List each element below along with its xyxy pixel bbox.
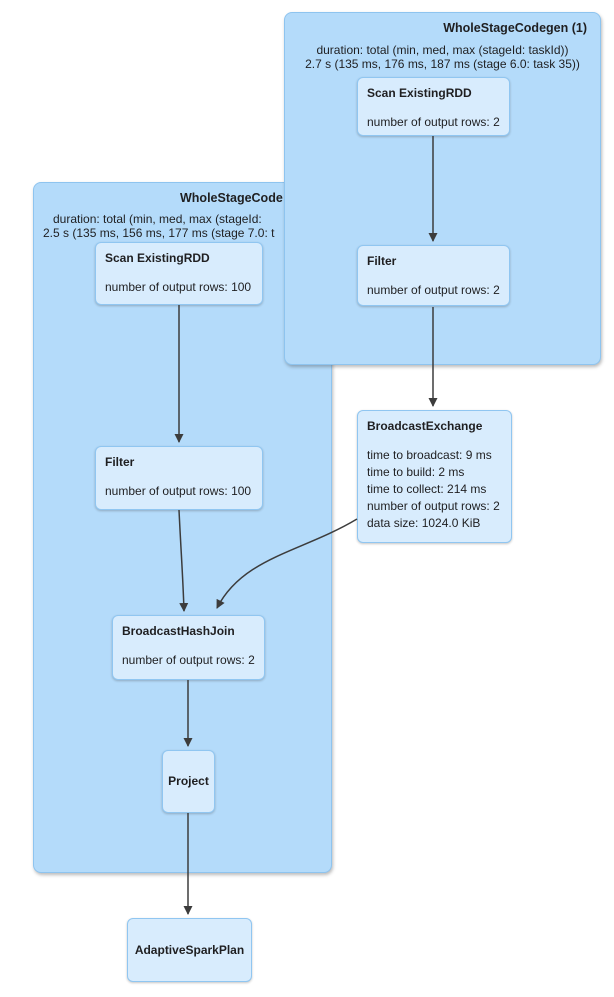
cluster-wholestagecodegen-1 <box>284 12 601 365</box>
node-metric: time to build: 2 ms <box>367 465 465 479</box>
node-scan-existingrdd-1[interactable] <box>357 77 510 136</box>
cluster-title: WholeStageCodegen (1) <box>443 21 587 35</box>
node-title: BroadcastHashJoin <box>122 624 235 638</box>
node-title: Filter <box>367 254 397 268</box>
cluster-duration-value: 2.5 s (135 ms, 156 ms, 177 ms (stage 7.0: t <box>43 226 275 240</box>
node-filter-1[interactable] <box>357 245 510 306</box>
cluster-duration-label: duration: total (min, med, max (stageId: <box>53 212 262 226</box>
node-metric: number of output rows: 2 <box>367 499 500 513</box>
node-metric: number of output rows: 2 <box>122 653 255 667</box>
node-metric: number of output rows: 2 <box>367 283 500 297</box>
node-metric: number of output rows: 100 <box>105 484 252 498</box>
node-title: AdaptiveSparkPlan <box>134 942 245 957</box>
node-metric: number of output rows: 2 <box>367 115 500 129</box>
node-title: Scan ExistingRDD <box>367 86 472 100</box>
cluster-duration-label: duration: total (min, med, max (stageId: taskId)) <box>316 43 569 57</box>
node-adaptivesparkplan[interactable] <box>127 918 252 982</box>
node-metric: time to broadcast: 9 ms <box>367 448 492 462</box>
cluster-title: WholeStageCode <box>180 191 283 205</box>
node-broadcasthashjoin[interactable] <box>112 615 265 680</box>
cluster-duration-value: 2.7 s (135 ms, 176 ms, 187 ms (stage 6.0: task 35)) <box>305 57 580 71</box>
node-title: BroadcastExchange <box>367 419 483 433</box>
node-title: Scan ExistingRDD <box>105 251 210 265</box>
node-project[interactable] <box>162 750 215 813</box>
node-metric: data size: 1024.0 KiB <box>367 516 481 530</box>
node-metric: time to collect: 214 ms <box>367 482 487 496</box>
node-metric: number of output rows: 100 <box>105 280 252 294</box>
node-title: Filter <box>105 455 135 469</box>
cluster-duration <box>285 43 600 71</box>
node-filter-2[interactable] <box>95 446 263 510</box>
node-broadcastexchange[interactable] <box>357 410 512 543</box>
node-title: Project <box>168 774 209 788</box>
node-scan-existingrdd-2[interactable] <box>95 242 263 305</box>
